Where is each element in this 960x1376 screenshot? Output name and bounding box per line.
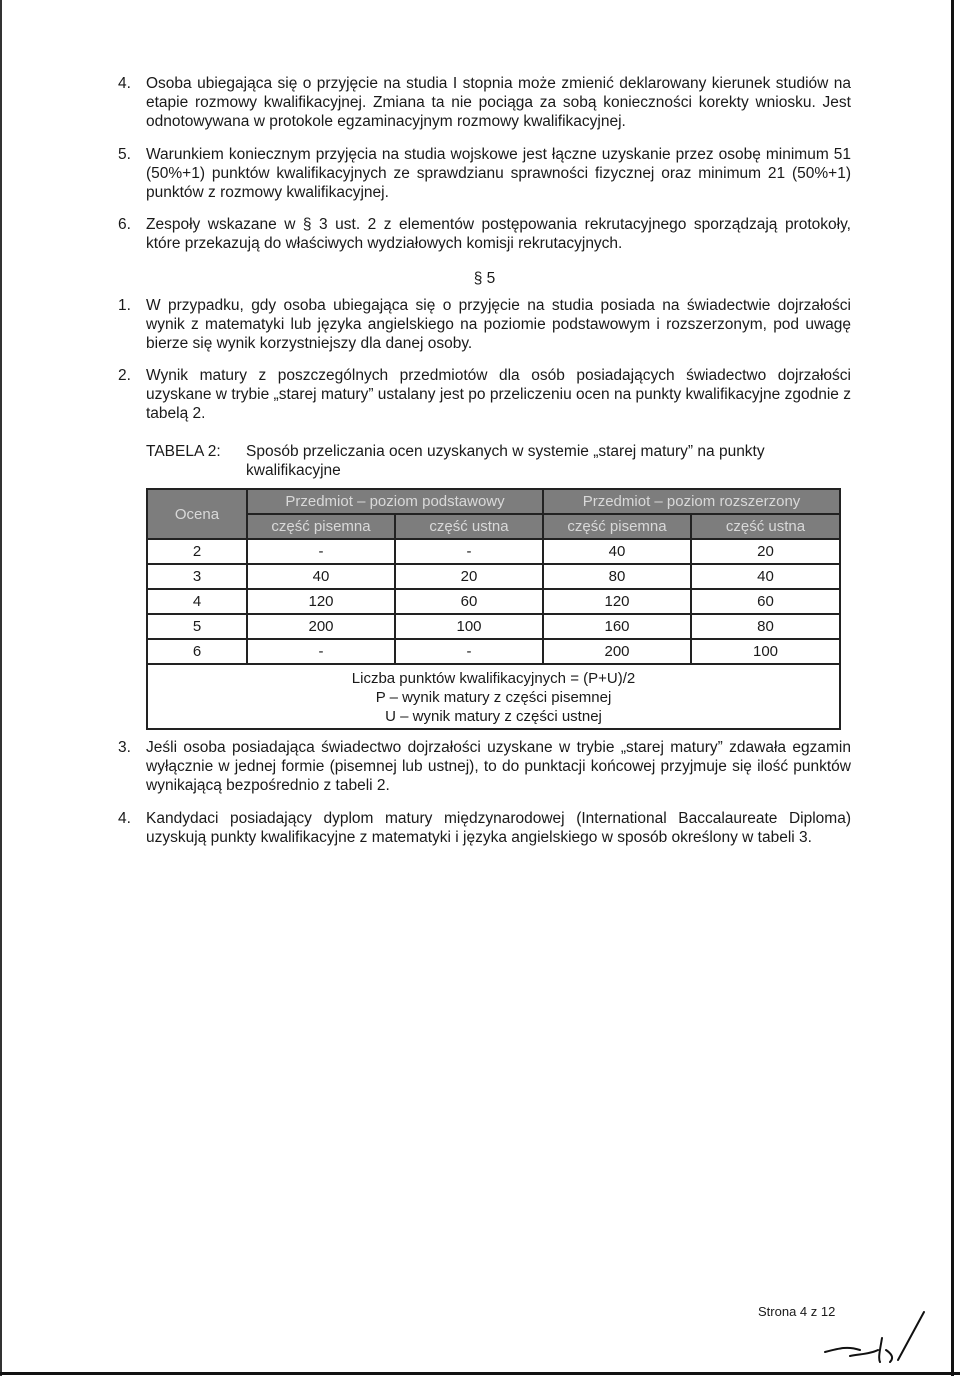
table-header-row [147,489,840,514]
table-cell: 6 [147,639,247,664]
table-cell: 80 [691,614,840,639]
table-cell: - [247,539,395,564]
table-cell: 100 [395,614,543,639]
table-cell: 80 [543,564,691,589]
formula-legend-u: U – wynik matury z części ustnej [385,708,602,725]
list-item [118,366,851,423]
table-cell: 60 [691,589,840,614]
list-item [118,215,851,253]
table-caption [146,442,851,480]
table-cell: - [395,639,543,664]
table-formula-row [147,664,840,729]
table-cell: 5 [147,614,247,639]
list-item-number: 4. [118,810,131,827]
list-item-number: 6. [118,216,131,233]
table-cell: 2 [147,539,247,564]
table-cell: 120 [247,589,395,614]
table-cell: 20 [691,539,840,564]
list-item-text: Osoba ubiegająca się o przyjęcie na studia I stopnia może zmienić deklarowany kierunek studiów na etapie rozmowy kwalifikacyjnej. Zmiana ta nie pociąga za sobą konieczności korekty wniosku. Jest odnotowywana w protokole egzaminacyjnym rozmowy kwalifikacyjnej. [146,75,851,130]
list-item [118,74,851,131]
list-item-text: Warunkiem koniecznym przyjęcia na studia wojskowe jest łączne uzyskanie przez osobę minimum 51 (50%+1) punktów kwalifikacyjnych ze sprawdzianu sprawności fizycznej oraz minimum 21 (50%+1) punktów z rozmowy kwalifikacyjnej. [146,146,851,201]
table-cell: 200 [543,639,691,664]
table-subheader-row [147,514,840,539]
table-cell: 40 [247,564,395,589]
table-title: Sposób przeliczania ocen uzyskanych w systemie „starej matury” na punkty kwalifikacyjne [246,443,765,479]
list-item-number: 1. [118,297,131,314]
table-row [147,614,840,639]
list-item-number: 3. [118,739,131,756]
formula-legend-p: P – wynik matury z części pisemnej [375,689,612,706]
list-item [118,145,851,202]
table-row [147,539,840,564]
page-number: Strona 4 z 12 [758,1304,836,1319]
table-cell: 60 [395,589,543,614]
page-edge-bottom [0,1372,960,1375]
list-item-text: Zespoły wskazane w § 3 ust. 2 z elementów postępowania rekrutacyjnego sporządzają protokoły, które przekazują do właściwych wydziałowych komisji rekrutacyjnych. [146,216,851,252]
formula-cell [147,664,840,729]
table-header-cell: część ustna [691,514,840,539]
table-cell: - [247,639,395,664]
paragraph-list-mid [118,296,851,423]
paragraph-list-bottom [118,738,851,847]
list-item [118,809,851,847]
table-header-cell: Przedmiot – poziom podstawowy [247,489,543,514]
formula-text: Liczba punktów kwalifikacyjnych = (P+U)/2 [351,670,636,687]
list-item-number: 4. [118,75,131,92]
table-cell: 100 [691,639,840,664]
table-cell: 40 [543,539,691,564]
table-label: TABELA 2: [146,443,221,460]
table-header-cell: Ocena [147,489,247,539]
table-cell: 20 [395,564,543,589]
list-item-text: Jeśli osoba posiadająca świadectwo dojrzałości uzyskane w trybie „starej matury” zdawała egzamin wyłącznie w jednej formie (pisemnej lub ustnej), to do punktacji końcowej przyjmuje się ilość punktów wynikającą bezpośrednio z tabeli 2. [146,739,851,794]
table-cell: 120 [543,589,691,614]
table-cell: - [395,539,543,564]
table-header-cell: część pisemna [543,514,691,539]
section-heading: § 5 [473,270,496,287]
table-cell: 40 [691,564,840,589]
list-item-text: Kandydaci posiadający dyplom matury międzynarodowej (International Baccalaureate Diploma) uzyskują punkty kwalifikacyjne z matematyki i języka angielskiego w sposób określony w tabeli 3. [146,810,851,846]
list-item-number: 5. [118,146,131,163]
list-item [118,296,851,353]
table-header-cell: Przedmiot – poziom rozszerzony [543,489,840,514]
list-item-text: W przypadku, gdy osoba ubiegająca się o przyjęcie na studia posiada na świadectwie dojrzałości wynik z matematyki lub języka angielskiego na poziomie podstawowym i rozszerzonym, pod uwagę bierze się wynik korzystniejszy dla danej osoby. [146,297,851,352]
table-cell: 200 [247,614,395,639]
table-row [147,639,840,664]
paragraph-list-top [118,74,851,253]
grade-conversion-table [146,488,841,730]
table-header-cell: część pisemna [247,514,395,539]
page-edge-left [0,0,2,1376]
table-row [147,589,840,614]
signature-mark [820,1310,930,1370]
table-cell: 3 [147,564,247,589]
table-cell: 160 [543,614,691,639]
list-item [118,738,851,795]
page-content [118,74,851,847]
table-header-cell: część ustna [395,514,543,539]
list-item-number: 2. [118,367,131,384]
table-cell: 4 [147,589,247,614]
page-edge-right [951,0,954,1376]
table-row [147,564,840,589]
list-item-text: Wynik matury z poszczególnych przedmiotów dla osób posiadających świadectwo dojrzałości uzyskane w trybie „starej matury” ustalany jest po przeliczeniu ocen na punkty kwalifikacyjne zgodnie z tabelą 2. [146,367,851,422]
